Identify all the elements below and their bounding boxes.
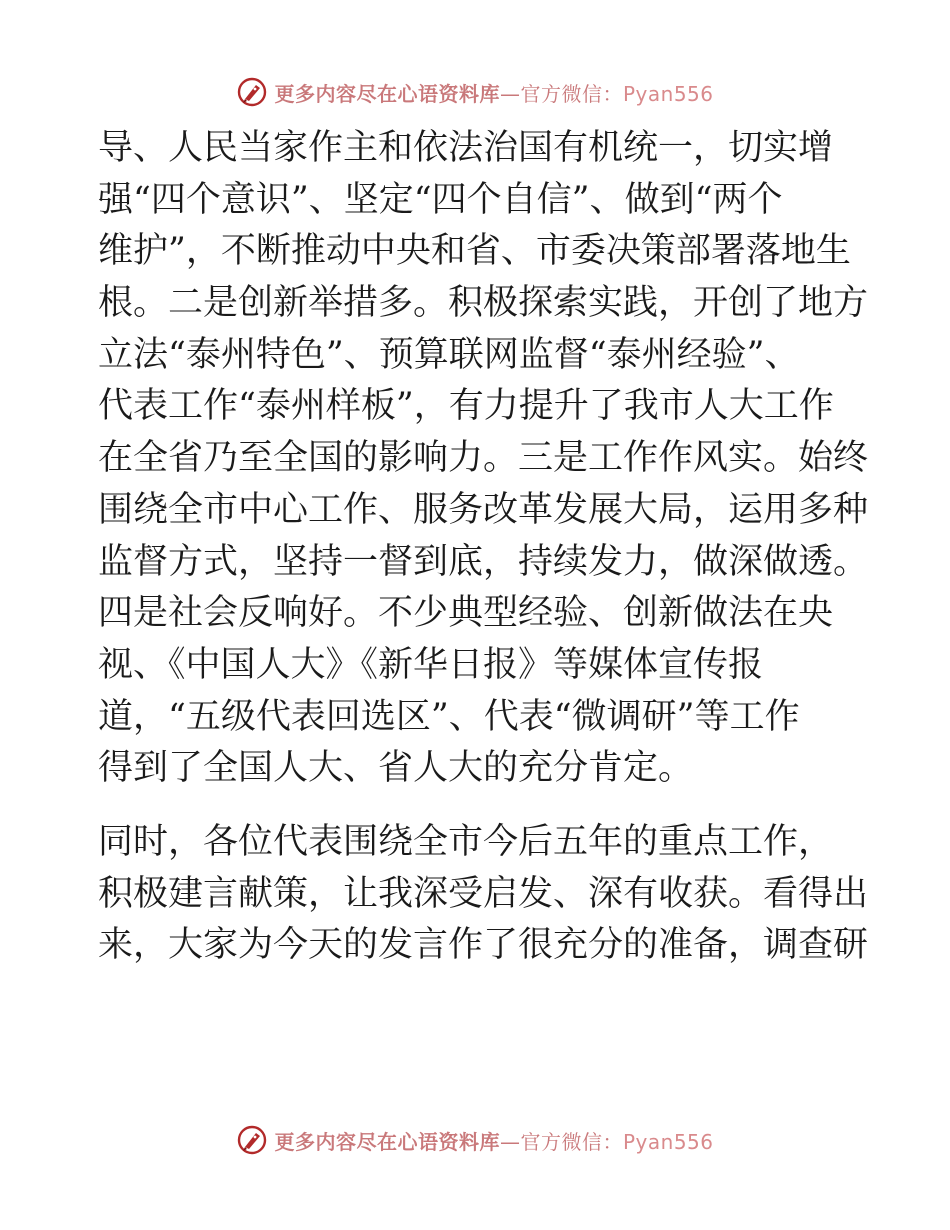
- text-line: 得到了全国人大、省人大的充分肯定。: [98, 748, 694, 789]
- banner-wechat-id: Pyan556: [622, 1129, 714, 1154]
- banner-wechat-id: Pyan556: [622, 81, 714, 106]
- banner-main-text: 更多内容尽在心语资料库: [274, 1129, 500, 1154]
- text-line: 在全省乃至全国的影响力。三是工作作风实。始终: [98, 438, 869, 479]
- paragraph-1: [98, 123, 869, 795]
- pen-nib-logo-icon: [236, 1124, 268, 1156]
- banner-separator: —: [499, 81, 521, 106]
- pen-nib-logo-icon: [236, 76, 268, 108]
- text-line: 视、《中国人大》《新华日报》等媒体宣传报: [98, 644, 764, 685]
- banner-wechat-label: 官方微信：: [520, 1129, 623, 1154]
- text-line: 强“四个意识”、坚定“四个自信”、做到“两个: [98, 179, 783, 220]
- text-line: 根。二是创新举措多。积极探索实践，开创了地方: [98, 283, 869, 324]
- text-line: 积极建言献策，让我深受启发、深有收获。看得出: [98, 873, 869, 914]
- text-line: 监督方式，坚持一督到底，持续发力，做深做透。: [98, 541, 869, 582]
- text-line: 代表工作“泰州样板”，有力提升了我市人大工作: [98, 386, 834, 427]
- text-line: 四是社会反响好。不少典型经验、创新做法在央: [98, 593, 834, 634]
- text-line: 同时，各位代表围绕全市今后五年的重点工作，: [98, 821, 834, 862]
- banner-text: [274, 78, 713, 107]
- text-line: 立法“泰州特色”、预算联网监督“泰州经验”、: [98, 334, 800, 375]
- paragraph-2: [98, 817, 869, 972]
- header-watermark-banner: [0, 72, 950, 112]
- text-line: 维护”，不断推动中央和省、市委决策部署落地生: [98, 231, 851, 272]
- text-line: 导、人民当家作主和依法治国有机统一，切实增: [98, 128, 834, 168]
- document-body: [98, 123, 869, 972]
- text-line: 道，“五级代表回选区”、代表“微调研”等工作: [98, 696, 800, 737]
- text-line: 来，大家为今天的发言作了很充分的准备，调查研: [98, 925, 869, 966]
- footer-watermark-banner: [0, 1120, 950, 1160]
- banner-wechat-label: 官方微信：: [520, 81, 623, 106]
- text-line: 围绕全市中心工作、服务改革发展大局，运用多种: [98, 489, 869, 530]
- paragraph-spacer: [98, 795, 858, 817]
- banner-text: [274, 1126, 713, 1155]
- banner-separator: —: [499, 1129, 521, 1154]
- banner-main-text: 更多内容尽在心语资料库: [274, 81, 500, 106]
